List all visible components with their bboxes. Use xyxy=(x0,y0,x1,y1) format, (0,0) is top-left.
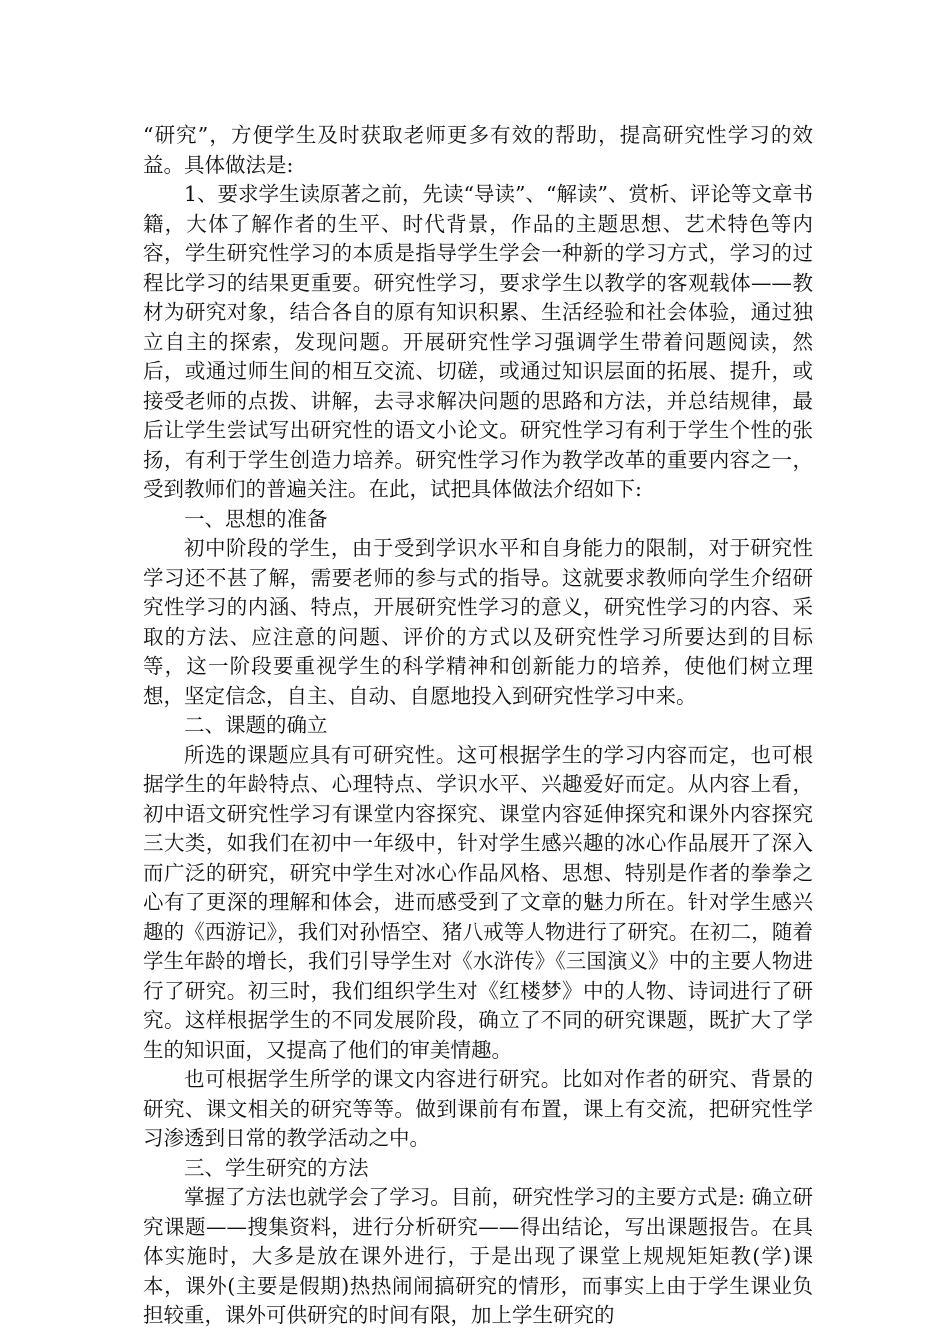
document-body xyxy=(143,121,813,1331)
section-heading-preparation: 一、思想的准备 xyxy=(184,506,328,531)
section-heading-topic: 二、课题的确立 xyxy=(184,713,328,737)
paragraph-topic: 所选的课题应具有可研究性。这可根据学生的学习内容而定，也可根据学生的年龄特点、心理特点、学识水平、兴趣爱好而定。从内容上看，初中语文研究性学习有课堂内容探究、课堂内容延伸探究和课外内容探究三大类，如我们在初中一年级中，针对学生感兴趣的冰心作品展开了深入而广泛的研究，研究中学生对冰心作品风格、思想、特别是作者的拳拳之心有了更深的理解和体会，进而感受到了文章的魅力所在。针对学生感兴趣的《西游记》，我们对孙悟空、猪八戒等人物进行了研究。在初二，随着学生年龄的增长，我们引导学生对《水浒传》《三国演义》中的主要人物进行了研究。初三时，我们组织学生对《红楼梦》中的人物、诗词进行了研究。这样根据学生的不同发展阶段，确立了不同的研究课题，既扩大了学生的知识面，又提高了他们的审美情趣。 xyxy=(143,742,813,1062)
paragraph-topic-extra: 也可根据学生所学的课文内容进行研究。比如对作者的研究、背景的研究、课文相关的研究等等。做到课前有布置，课上有交流，把研究性学习渗透到日常的教学活动之中。 xyxy=(143,1067,813,1150)
paragraph-continuation: “研究”，方便学生及时获取老师更多有效的帮助，提高研究性学习的效益。具体做法是: xyxy=(143,123,813,177)
paragraph-method-1: 1、要求学生读原著之前，先读“导读”、“解读”、赏析、评论等文章书籍，大体了解作者的生平、时代背景，作品的主题思想、艺术特色等内容，学生研究性学习的本质是指导学生学会一种新的学习方式，学习的过程比学习的结果更重要。研究性学习，要求学生以教学的客观载体——教材为研究对象，结合各自的原有知识积累、生活经验和社会体验，通过独立自主的探索，发现问题。开展研究性学习强调学生带着问题阅读，然后，或通过师生间的相互交流、切磋，或通过知识层面的拓展、提升，或接受老师的点拨、讲解，去寻求解决问题的思路和方法，并总结规律，最后让学生尝试写出研究性的语文小论文。研究性学习有利于学生个性的张扬，有利于学生创造力培养。研究性学习作为教学改革的重要内容之一，受到教师们的普遍关注。在此，试把具体做法介绍如下: xyxy=(143,182,813,501)
paragraph-methods: 掌握了方法也就学会了学习。目前，研究性学习的主要方式是: 确立研究课题——搜集资料，进行分析研究——得出结论，写出课题报告。在具体实施时，大多是放在课外进行，于是出现了课堂上规规矩矩教(学)课本，课外(主要是假期)热热闹闹搞研究的情形，而事实上由于学生课业负担较重，课外可供研究的时间有限，加上学生研究的 xyxy=(143,1185,813,1327)
paragraph-preparation: 初中阶段的学生，由于受到学识水平和自身能力的限制，对于研究性学习还不甚了解，需要老师的参与式的指导。这就要求教师向学生介绍研究性学习的内涵、特点，开展研究性学习的意义，研究性学习的内容、采取的方法、应注意的问题、评价的方式以及研究性学习所要达到的目标等，这一阶段要重视学生的科学精神和创新能力的培养，使他们树立理想，坚定信念，自主、自动、自愿地投入到研究性学习中来。 xyxy=(143,536,813,708)
section-heading-methods: 三、学生研究的方法 xyxy=(184,1155,369,1180)
